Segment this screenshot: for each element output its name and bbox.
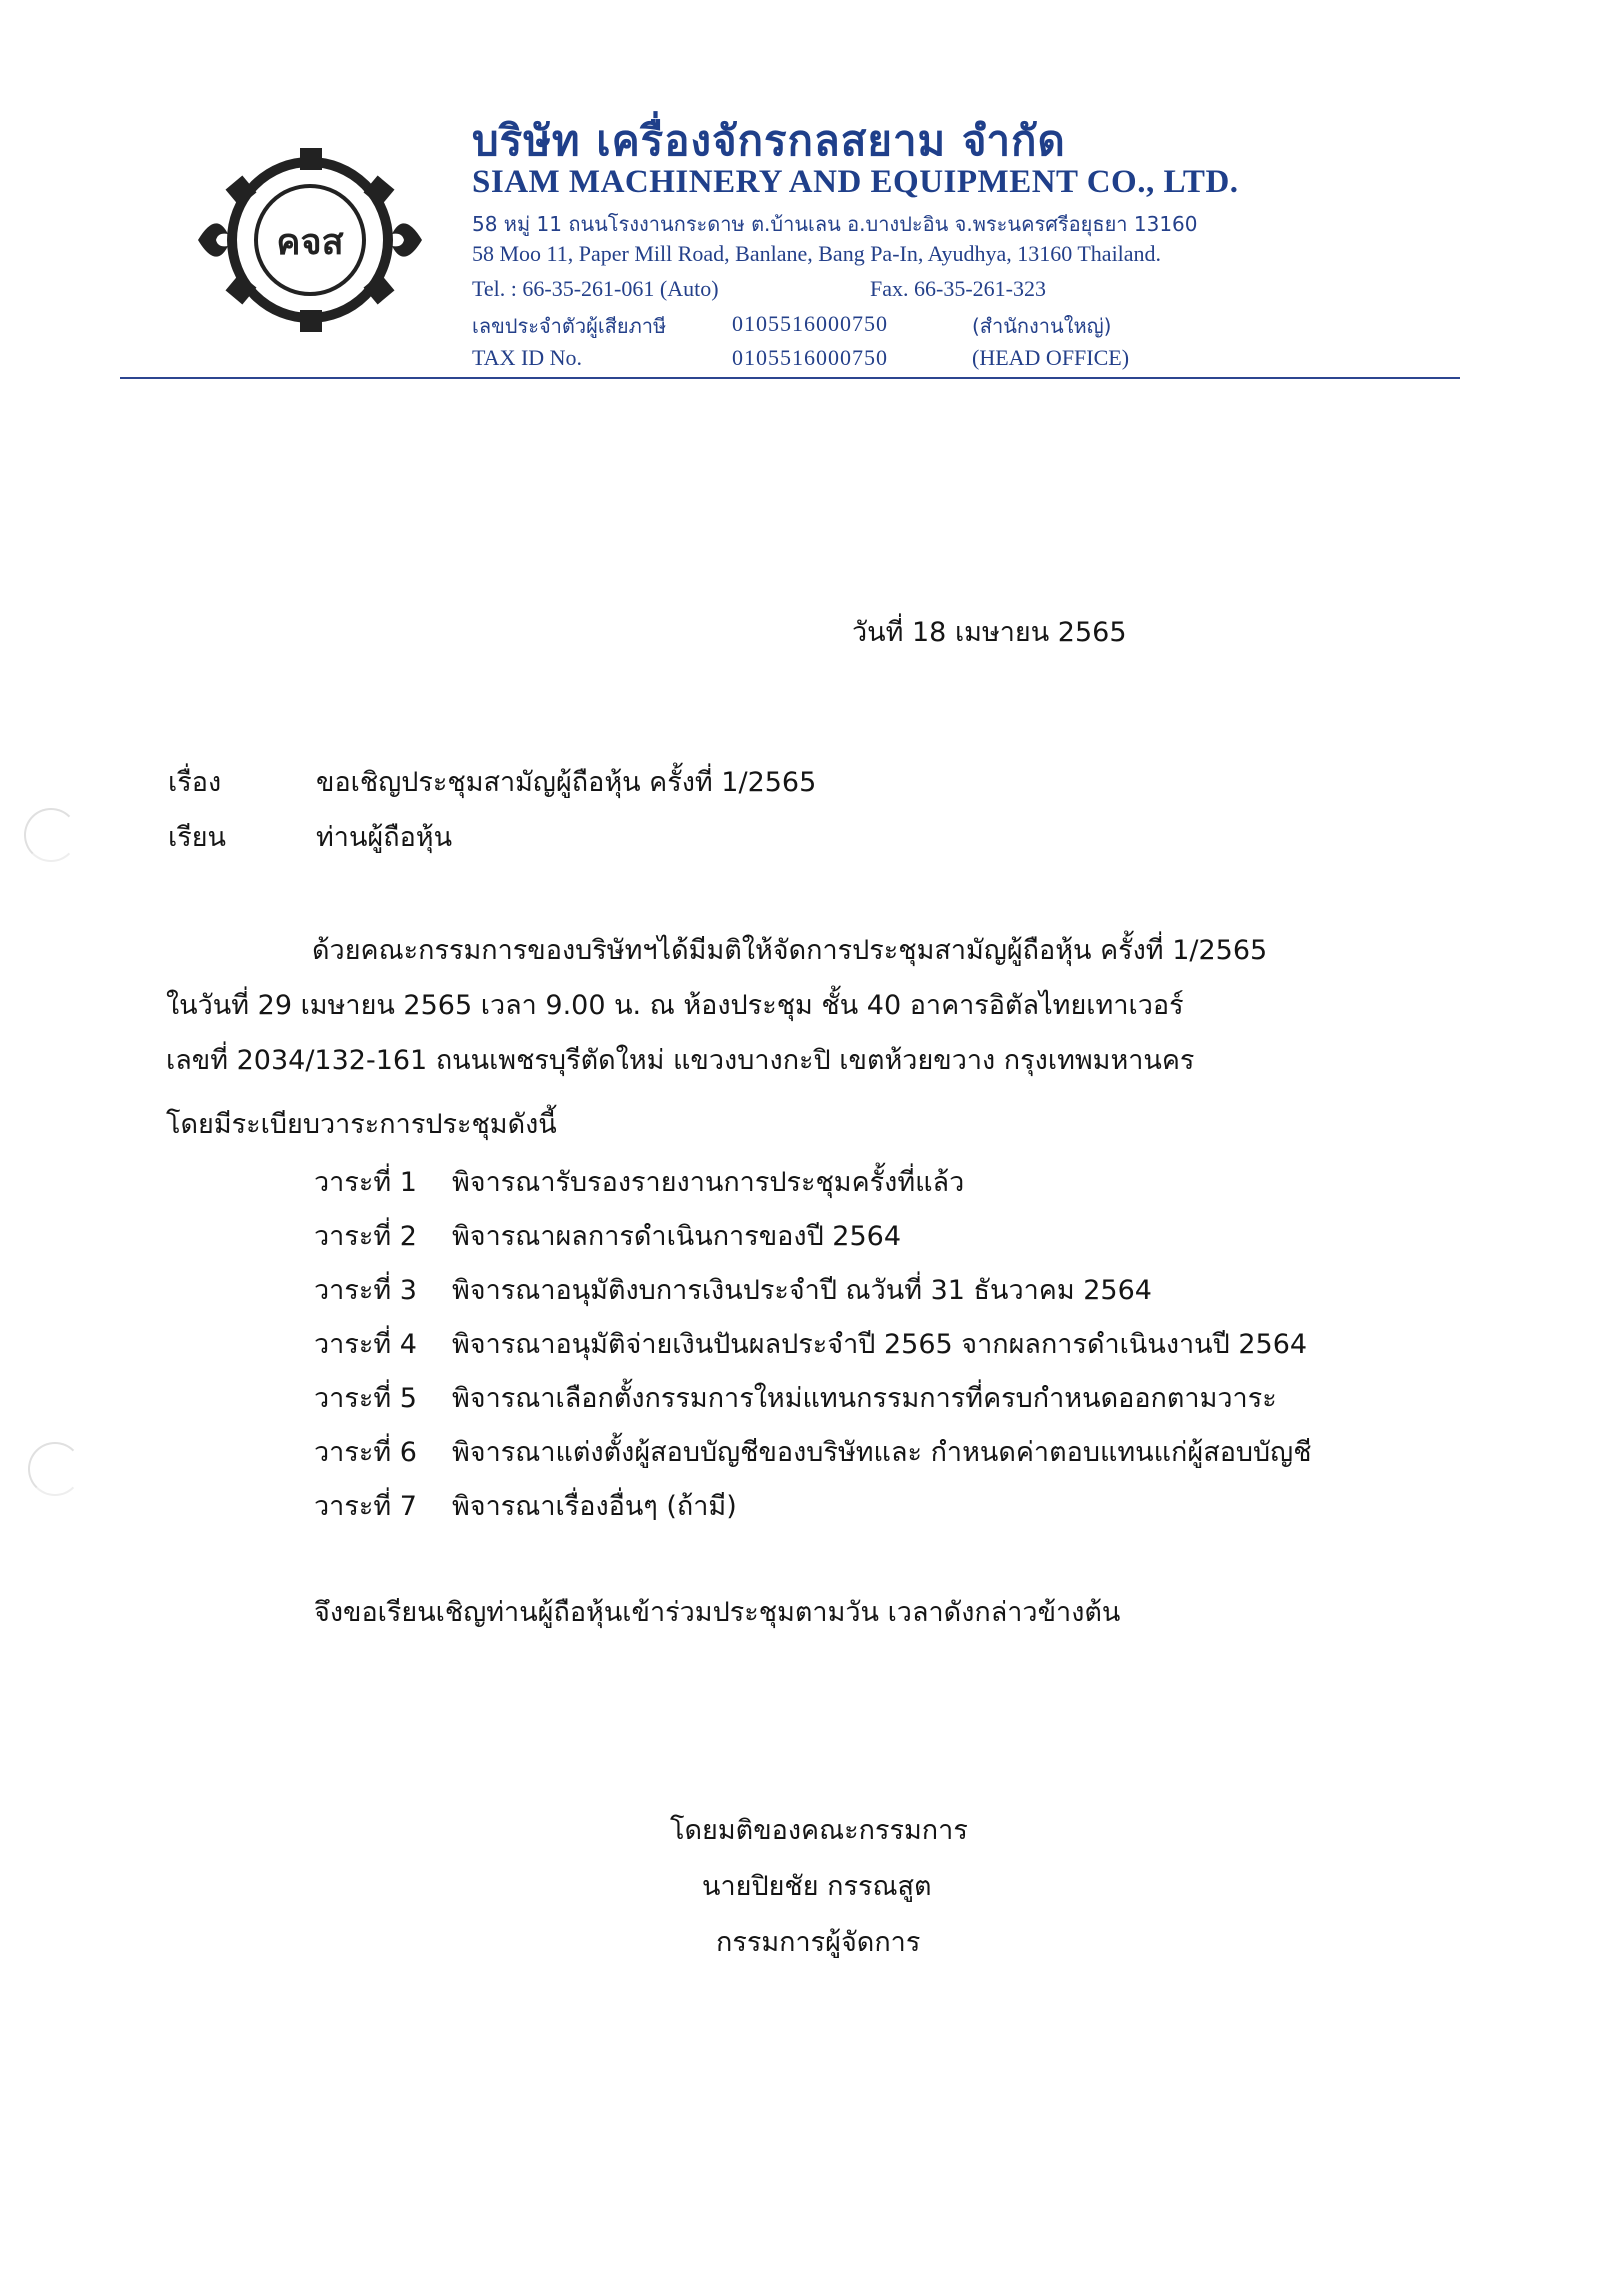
tax-number-1: 0105516000750 xyxy=(732,311,888,336)
agenda-item-label: วาระที่ 3 xyxy=(314,1275,417,1306)
subject-label: เรื่อง xyxy=(168,767,222,798)
paragraph-line-3: เลขที่ 2034/132-161 ถนนเพชรบุรีตัดใหม่ แขวงบางกะปิ เขตห้วยขวาง กรุงเทพมหานคร xyxy=(166,1045,1195,1076)
agenda-item-text: พิจารณาแต่งตั้งผู้สอบบัญชีของบริษัทและ กำหนดค่าตอบแทนแก่ผู้สอบบัญชี xyxy=(452,1437,1312,1468)
paragraph-line-1: ด้วยคณะกรรมการของบริษัทฯได้มีมติให้จัดการประชุมสามัญผู้ถือหุ้น ครั้งที่ 1/2565 xyxy=(312,935,1268,966)
agenda-item-label: วาระที่ 2 xyxy=(314,1221,417,1252)
office-label-english: (HEAD OFFICE) xyxy=(972,345,1130,370)
company-logo-gear-icon xyxy=(190,130,430,350)
tax-label-thai: เลขประจำตัวผู้เสียภาษี xyxy=(472,314,667,338)
agenda-item-label: วาระที่ 1 xyxy=(314,1167,417,1198)
signature-authority: โดยมติของคณะกรรมการ xyxy=(670,1815,968,1846)
punch-hole-mark xyxy=(28,1442,82,1496)
logo-text: คจส xyxy=(276,222,344,263)
signatory-name: นายปิยชัย กรรณสูต xyxy=(702,1871,932,1902)
agenda-item-label: วาระที่ 7 xyxy=(314,1491,417,1522)
agenda-item-text: พิจารณารับรองรายงานการประชุมครั้งที่แล้ว xyxy=(452,1167,965,1198)
agenda-item-text: พิจารณาผลการดำเนินการของปี 2564 xyxy=(452,1221,902,1252)
letterhead-divider xyxy=(120,377,1460,379)
agenda-item-text: พิจารณาเลือกตั้งกรรมการใหม่แทนกรรมการที่ครบกำหนดออกตามวาระ xyxy=(452,1383,1277,1414)
tax-label-english: TAX ID No. xyxy=(472,345,583,370)
telephone: Tel. : 66-35-261-061 (Auto) xyxy=(472,276,719,301)
agenda-item-text: พิจารณาอนุมัติงบการเงินประจำปี ณวันที่ 31 ธันวาคม 2564 xyxy=(452,1275,1152,1306)
signatory-title: กรรมการผู้จัดการ xyxy=(716,1927,921,1958)
paragraph-line-4: โดยมีระเบียบวาระการประชุมดังนี้ xyxy=(166,1109,557,1140)
closing-sentence: จึงขอเรียนเชิญท่านผู้ถือหุ้นเข้าร่วมประชุมตามวัน เวลาดังกล่าวข้างต้น xyxy=(314,1597,1121,1628)
subject-text: ขอเชิญประชุมสามัญผู้ถือหุ้น ครั้งที่ 1/2565 xyxy=(316,767,817,798)
address-english: 58 Moo 11, Paper Mill Road, Banlane, Bang Pa-In, Ayudhya, 13160 Thailand. xyxy=(472,241,1162,266)
agenda-item-label: วาระที่ 5 xyxy=(314,1383,417,1414)
paragraph-line-2: ในวันที่ 29 เมษายน 2565 เวลา 9.00 น. ณ ห้องประชุม ชั้น 40 อาคารอิตัลไทยเทาเวอร์ xyxy=(166,990,1184,1021)
company-name-thai: บริษัท เครื่องจักรกลสยาม จำกัด xyxy=(472,116,1066,165)
company-name-english: SIAM MACHINERY AND EQUIPMENT CO., LTD. xyxy=(472,164,1239,200)
agenda-item-text: พิจารณาเรื่องอื่นๆ (ถ้ามี) xyxy=(452,1491,737,1522)
tax-number-2: 0105516000750 xyxy=(732,345,888,370)
agenda-item-text: พิจารณาอนุมัติจ่ายเงินปันผลประจำปี 2565 จากผลการดำเนินงานปี 2564 xyxy=(452,1329,1308,1360)
fax: Fax. 66-35-261-323 xyxy=(870,276,1046,301)
recipient-label: เรียน xyxy=(168,822,227,853)
punch-hole-mark xyxy=(24,808,78,862)
agenda-item-label: วาระที่ 4 xyxy=(314,1329,417,1360)
agenda-item-label: วาระที่ 6 xyxy=(314,1437,417,1468)
address-thai: 58 หมู่ 11 ถนนโรงงานกระดาษ ต.บ้านเลน อ.บางปะอิน จ.พระนครศรีอยุธยา 13160 xyxy=(472,212,1198,236)
recipient-text: ท่านผู้ถือหุ้น xyxy=(316,822,453,853)
letter-date: วันที่ 18 เมษายน 2565 xyxy=(852,617,1127,648)
office-label-thai: (สำนักงานใหญ่) xyxy=(972,314,1112,338)
